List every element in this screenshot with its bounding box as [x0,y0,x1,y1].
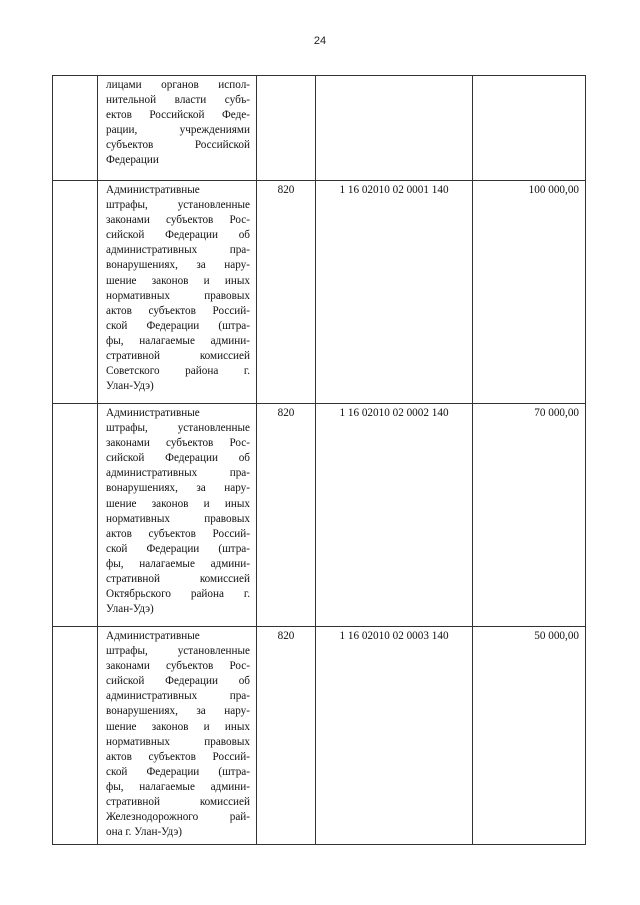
description-line: шение законов и иных [106,497,250,510]
description-line: стративной комиссией [106,796,250,809]
description-line: Железнодорожного рай- [106,811,250,824]
amount-cell [473,627,586,845]
description-line: законами субъектов Рос- [106,214,250,227]
amount-value: 100 000,00 [528,184,579,196]
budget-classification-code: 1 16 02010 02 0002 140 [339,407,449,419]
description-line: шение законов и иных [106,720,250,733]
description-line: ектов Российской Феде- [106,109,250,122]
description-line: нормативных правовых [106,735,250,748]
description-line: Административные [106,184,200,196]
description-line: ской Федерации (штра- [106,319,250,332]
budget-classification-code [316,76,472,78]
description-line: административных пра- [106,244,250,257]
description-line: штрафы, установленные [106,422,250,435]
description-line: рации, учреждениями [106,124,250,137]
amount-value: 70 000,00 [534,407,579,419]
amount-cell [473,181,586,404]
revenue-description [98,627,256,844]
description-line: субъектов Российской [106,139,250,152]
admin-code: 820 [277,407,295,419]
description-line: фы, налагаемые админи- [106,780,250,793]
admin-code-cell [257,404,316,627]
table-row [53,76,586,181]
description-line: штрафы, установленные [106,199,250,212]
admin-code [257,76,315,78]
description-line: административных пра- [106,467,250,480]
description-line: законами субъектов Рос- [106,660,250,673]
description-line: ской Федерации (штра- [106,542,250,555]
description-line: актов субъектов Россий- [106,304,250,317]
description-line: она г. Улан-Удэ) [106,826,183,839]
description-line: сийской Федерации об [106,675,250,688]
revenue-description [98,76,256,173]
description-line: вонарушениях, за нару- [106,259,250,272]
description-line: стративной комиссией [106,350,250,363]
revenue-description [98,181,256,398]
budget-classification-code: 1 16 02010 02 0001 140 [339,184,449,196]
description-line: фы, налагаемые админи- [106,334,250,347]
admin-code-cell [257,627,316,845]
description-cell [98,181,257,404]
admin-code: 820 [277,630,295,642]
budget-classification-cell [316,76,473,181]
description-line: вонарушениях, за нару- [106,705,250,718]
description-cell [98,76,257,181]
description-line: ской Федерации (штра- [106,765,250,778]
description-line: законами субъектов Рос- [106,437,250,450]
description-line: Административные [106,407,200,419]
description-cell [98,404,257,627]
row-number-cell [53,76,98,181]
amount-value [473,76,585,78]
budget-classification-code: 1 16 02010 02 0003 140 [339,630,449,642]
revenue-description [98,404,256,621]
row-number-cell [53,181,98,404]
table-row [53,404,586,627]
description-line: нормативных правовых [106,289,250,302]
row-number-cell [53,627,98,845]
description-line: Административные [106,630,200,642]
description-line: актов субъектов Россий- [106,527,250,540]
budget-classification-cell [316,404,473,627]
table-row [53,181,586,404]
description-line: штрафы, установленные [106,645,250,658]
description-line: нормативных правовых [106,512,250,525]
revenue-table [52,75,586,845]
description-line: лицами органов испол- [106,79,250,91]
description-line: шение законов и иных [106,274,250,287]
description-line: Советского района г. [106,365,250,378]
description-line: актов субъектов Россий- [106,750,250,763]
description-line: Улан-Удэ) [106,380,154,393]
description-line: вонарушениях, за нару- [106,482,250,495]
amount-cell [473,404,586,627]
admin-code-cell [257,181,316,404]
description-line: сийской Федерации об [106,452,250,465]
amount-cell [473,76,586,181]
row-number-cell [53,404,98,627]
description-line: Федерации [106,154,159,167]
budget-classification-cell [316,181,473,404]
description-cell [98,627,257,845]
description-line: стративной комиссией [106,573,250,586]
description-line: Улан-Удэ) [106,603,154,616]
description-line: Октябрьского района г. [106,588,250,601]
admin-code-cell [257,76,316,181]
description-line: сийской Федерации об [106,229,250,242]
table-row [53,627,586,845]
page-number: 24 [313,35,327,47]
revenue-table-body [53,76,586,845]
amount-value: 50 000,00 [534,630,579,642]
admin-code: 820 [277,184,295,196]
budget-classification-cell [316,627,473,845]
description-line: нительной власти субъ- [106,94,250,107]
description-line: административных пра- [106,690,250,703]
description-line: фы, налагаемые админи- [106,557,250,570]
